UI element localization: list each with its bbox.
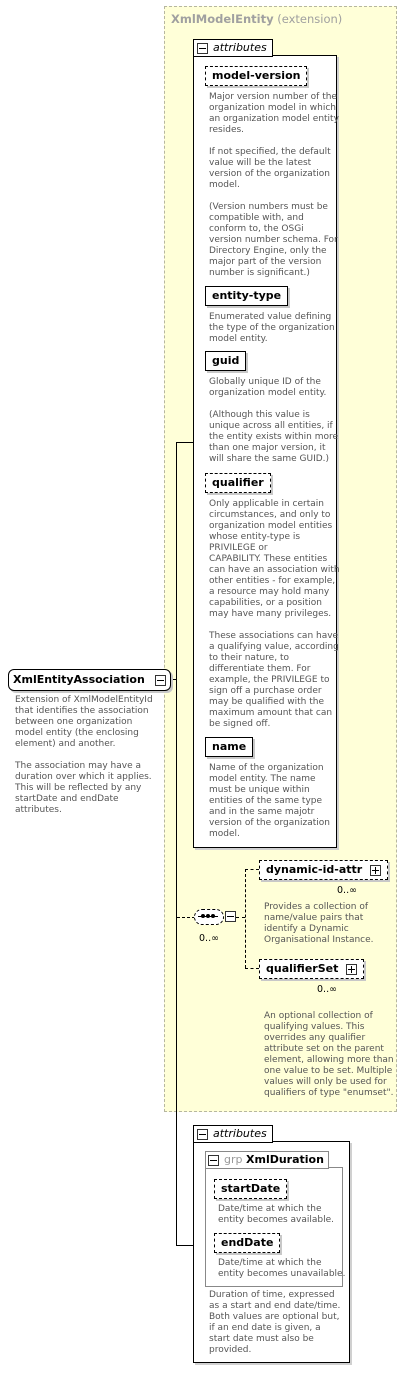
sequence-connector-line [177,917,195,918]
attributes-connector-line [176,442,193,443]
expand-icon[interactable] [346,964,357,975]
extension-kind: (extension) [277,12,343,26]
attribute-entity-type-doc: Enumerated value defining the type of the organization model entity. [209,312,335,344]
element-qualifierSet[interactable]: qualifierSet [259,959,364,979]
group-xmlduration-doc: Duration of time, expressed as a start and end date/time. Both values are optional but, if an end date is given, a start date must also be provided. [209,1290,341,1355]
collapse-icon[interactable] [155,675,166,686]
expand-icon[interactable] [370,865,381,876]
root-element-label: XmlEntityAssociation [13,673,145,686]
attribute-endDate-doc: Date/time at which the entity becomes unavailable. [218,1258,346,1279]
attributes-panel-tab[interactable] [193,39,273,57]
group-keyword: grp [224,1153,243,1166]
attribute-qualifier-doc: Only applicable in certain circumstances, and only to organization model entities whose entity-type is PRIVILEGE or CAPABILITY. These entities can have an association with other entities - for example, a resource may hold many capabilities, or a position may have many privileges. These associations can have a qualifying value, according to their nature, to differentiate them. For example, the PRIVILEGE to sign off a purchase order may be qualified with the maximum amount that can be signed off. [209,499,340,729]
attribute-name-doc: Name of the organization model entity. The name must be unique within entities of the same type and in the same majotr version of the organization model. [209,763,330,839]
collapse-icon[interactable] [197,43,208,54]
attribute-guid[interactable]: guid [205,351,246,371]
attribute-endDate[interactable]: endDate [214,1233,280,1253]
sequence-branch-line [245,968,259,969]
sequence-dot-icon [211,914,215,918]
root-element[interactable] [8,669,171,691]
attribute-model-version[interactable]: model-version [205,66,307,86]
attribute-guid-doc: Globally unique ID of the organization model entity. (Although this value is unique across all entities, if the entity exists within more than one major version, it will share the same GUID.) [209,377,339,464]
collapse-icon[interactable] [197,1129,208,1140]
dynamic-id-attr-doc: Provides a collection of name/value pairs that identify a Dynamic Organisational Instance. [264,902,374,945]
sequence-cardinality: 0..∞ [199,933,219,944]
attributes-panel-label: attributes [213,41,267,54]
sequence-branch-line [245,869,259,870]
trunk-vertical-line [176,442,177,1245]
attribute-startDate-doc: Date/time at which the entity becomes available. [218,1204,335,1225]
sequence-branch-vertical [245,869,246,968]
collapse-icon[interactable] [225,911,236,922]
attributes-panel-2-tab[interactable] [193,1125,273,1143]
attribute-name[interactable]: name [205,737,253,757]
attribute-entity-type[interactable]: entity-type [205,286,288,306]
attributes2-connector-line [176,1245,193,1246]
group-name: XmlDuration [246,1153,324,1166]
sequence-dot-icon [201,914,205,918]
attribute-model-version-doc: Major version number of the organization model in which an organization model entity resides. If not specified, the default value will be the latest version of the organization model. (Version numbers must be compatible with, and conform to, the OSGi version number schema. For Directory Engine, only the major part of the version number is significant.) [209,92,339,278]
attribute-startDate[interactable]: startDate [214,1179,287,1199]
attribute-qualifier[interactable]: qualifier [205,473,271,493]
qualifierSet-cardinality: 0..∞ [317,984,337,995]
element-dynamic-id-attr[interactable]: dynamic-id-attr [259,860,388,880]
collapse-icon[interactable] [208,1155,219,1166]
group-xmlduration-tab[interactable] [205,1151,329,1169]
sequence-branch-line [236,917,245,918]
dynamic-id-attr-cardinality: 0..∞ [337,885,357,896]
root-documentation: Extension of XmlModelEntityId that identifies the association between one organization model entity (the enclosing element) and another. The association may have a duration over which it applies. This will be reflected by any startDate and endDate attributes. [15,695,153,815]
sequence-dot-icon [206,914,210,918]
qualifierSet-doc: An optional collection of qualifying values. This overrides any qualifier attribute set on the parent element, allowing more than one value to be set. Multiple values will only be used for qualifiers of type "enumset". [264,1011,394,1098]
attributes-panel-2-label: attributes [213,1127,267,1140]
extension-base-name: XmlModelEntity [171,12,274,26]
extension-title [171,12,342,26]
